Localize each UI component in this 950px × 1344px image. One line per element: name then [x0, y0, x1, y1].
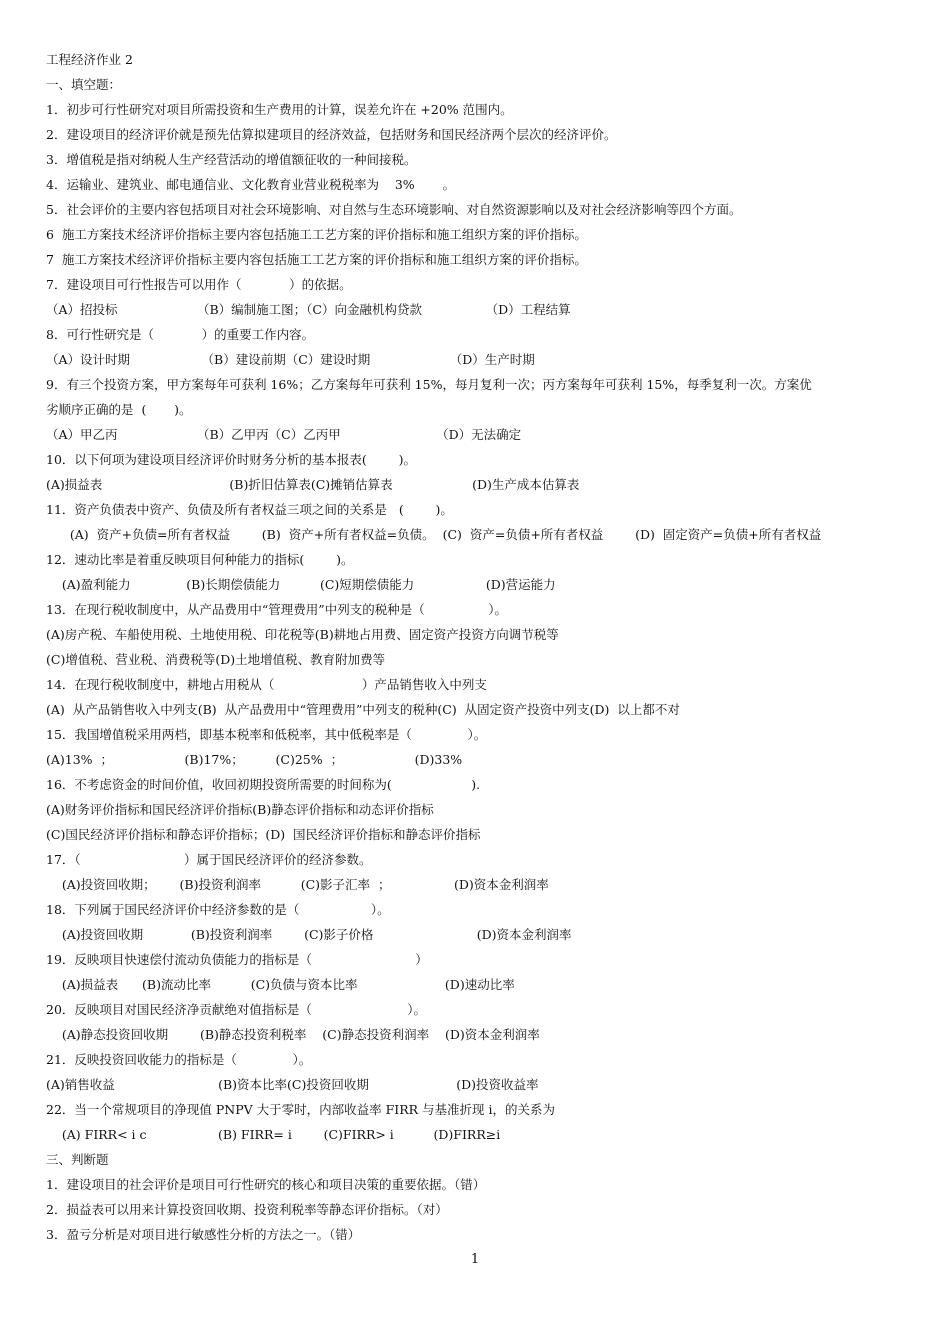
question-line: 7 施工方案技术经济评价指标主要内容包括施工工艺方案的评价指标和施工组织方案的评价指标。: [46, 252, 587, 267]
options-line: (A) 资产+负债=所有者权益 (B) 资产+所有者权益=负债。 (C) 资产=负债+所有者权益 (D) 固定资产=负债+所有者权益: [46, 527, 822, 542]
options-line: (A)13% ； (B)17%； (C)25% ； (D)33%: [46, 752, 463, 767]
options-line: (A)投资回收期； (B)投资利润率 (C)影子汇率 ； (D)资本金利润率: [46, 877, 549, 892]
options-line: (A)损益表 (B)折旧估算表(C)摊销估算表 (D)生产成本估算表: [46, 477, 580, 492]
options-line: （A）甲乙丙 （B）乙甲丙（C）乙丙甲 （D）无法确定: [46, 427, 522, 442]
options-line: (A)财务评价指标和国民经济评价指标(B)静态评价指标和动态评价指标: [46, 802, 434, 817]
options-line: (A)房产税、车船使用税、土地使用税、印花税等(B)耕地占用费、固定资产投资方向调节税等: [46, 627, 559, 642]
judgement-line: 1．建设项目的社会评价是项目可行性研究的核心和项目决策的重要依据。（错）: [46, 1177, 486, 1192]
options-line: (A)静态投资回收期 (B)静态投资利税率 (C)静态投资利润率 (D)资本金利润率: [46, 1027, 540, 1042]
page-number: 1: [470, 1252, 480, 1267]
question-line: 10．以下何项为建设项目经济评价时财务分析的基本报表( )。: [46, 452, 416, 467]
question-line: 9．有三个投资方案，甲方案每年可获利 16%；乙方案每年可获利 15%，每月复利一次；丙方案每年可获利 15%，每季复利一次。方案优: [46, 377, 812, 392]
question-line: 13．在现行税收制度中，从产品费用中“管理费用”中列支的税种是（ ）。: [46, 602, 508, 617]
question-line: 22．当一个常规项目的净现值 PNPV 大于零时，内部收益率 FIRR 与基准折现 i，的关系为: [46, 1102, 555, 1117]
question-line: 8．可行性研究是（ ）的重要工作内容。: [46, 327, 315, 342]
question-line: 16．不考虑资金的时间价值，收回初期投资所需要的时间称为( ).: [46, 777, 481, 792]
options-line: (C)国民经济评价指标和静态评价指标；(D) 国民经济评价指标和静态评价指标: [46, 827, 481, 842]
question-line: 21．反映投资回收能力的指标是（ ）。: [46, 1052, 312, 1067]
question-line: 14．在现行税收制度中，耕地占用税从（ ）产品销售收入中列支: [46, 677, 487, 692]
question-line: 5．社会评价的主要内容包括项目对社会环境影响、对自然与生态环境影响、对自然资源影响以及对社会经济影响等四个方面。: [46, 202, 742, 217]
question-line: 20．反映项目对国民经济净贡献绝对值指标是（ ）。: [46, 1002, 427, 1017]
judgement-line: 3．盈亏分析是对项目进行敏感性分析的方法之一。（错）: [46, 1227, 361, 1242]
question-line: 11．资产负债表中资产、负债及所有者权益三项之间的关系是 ( )。: [46, 502, 453, 517]
options-line: (A)销售收益 (B)资本比率(C)投资回收期 (D)投资收益率: [46, 1077, 539, 1092]
question-line: 17．（ ）属于国民经济评价的经济参数。: [46, 852, 372, 867]
document-title: 工程经济作业 2: [46, 52, 133, 67]
options-line: (A) 从产品销售收入中列支(B) 从产品费用中“管理费用”中列支的税种(C) 从固定资产投资中列支(D) 以上都不对: [46, 702, 680, 717]
options-line: (A) FIRR< i c (B) FIRR= i (C)FIRR> i (D)FIRR≥i: [46, 1127, 501, 1142]
question-line: 19．反映项目快速偿付流动负债能力的指标是（ ）: [46, 952, 428, 967]
options-line: (C)增值税、营业税、消费税等(D)土地增值税、教育附加费等: [46, 652, 386, 667]
question-line: 3．增值税是指对纳税人生产经营活动的增值额征收的一种间接税。: [46, 152, 417, 167]
question-line: 7．建设项目可行性报告可以用作（ ）的依据。: [46, 277, 352, 292]
section-heading: 三、判断题: [46, 1152, 109, 1167]
options-line: (A)投资回收期 (B)投资利润率 (C)影子价格 (D)资本金利润率: [46, 927, 572, 942]
question-line: 4．运输业、建筑业、邮电通信业、文化教育业营业税税率为 3% 。: [46, 177, 455, 192]
question-line: 1．初步可行性研究对项目所需投资和生产费用的计算，误差允许在 +20% 范围内。: [46, 102, 513, 117]
question-line: 2．建设项目的经济评价就是预先估算拟建项目的经济效益，包括财务和国民经济两个层次的经济评价。: [46, 127, 617, 142]
options-line: （A）设计时期 （B）建设前期（C）建设时期 （D）生产时期: [46, 352, 535, 367]
question-line: 15．我国增值税采用两档，即基本税率和低税率，其中低税率是（ ）。: [46, 727, 487, 742]
question-line: 6 施工方案技术经济评价指标主要内容包括施工工艺方案的评价指标和施工组织方案的评价指标。: [46, 227, 587, 242]
options-line: (A)损益表 (B)流动比率 (C)负债与资本比率 (D)速动比率: [46, 977, 515, 992]
question-line: 劣顺序正确的是 ( )。: [46, 402, 192, 417]
options-line: （A）招投标 （B）编制施工图；（C）向金融机构贷款 （D）工程结算: [46, 302, 571, 317]
options-line: (A)盈利能力 (B)长期偿债能力 (C)短期偿债能力 (D)营运能力: [46, 577, 556, 592]
question-line: 18．下列属于国民经济评价中经济参数的是（ ）。: [46, 902, 390, 917]
section-heading: 一、填空题：: [46, 77, 122, 92]
judgement-line: 2．损益表可以用来计算投资回收期、投资利税率等静态评价指标。（对）: [46, 1202, 448, 1217]
question-line: 12．速动比率是着重反映项目何种能力的指标( )。: [46, 552, 354, 567]
